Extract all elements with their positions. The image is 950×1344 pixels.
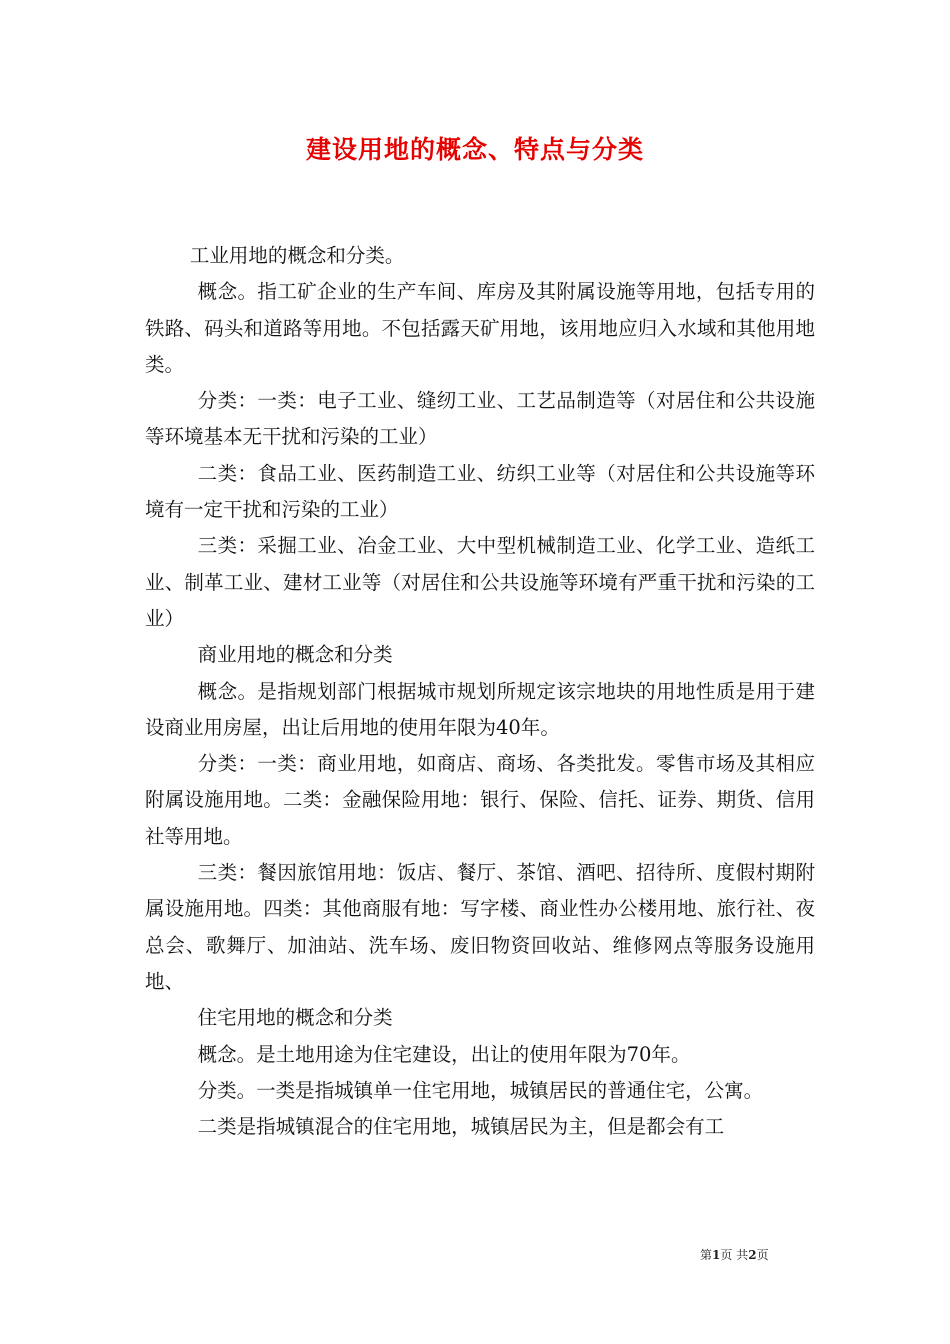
total-page-number: 2: [748, 1248, 757, 1262]
section-heading-commercial: 商业用地的概念和分类: [197, 643, 393, 667]
paragraph: 二类是指城镇混合的住宅用地，城镇居民为主，但是都会有工: [197, 1115, 725, 1139]
section-heading-residential: 住宅用地的概念和分类: [197, 1006, 393, 1030]
paragraph: 分类。一类是指城镇单一住宅用地，城镇居民的普通住宅，公寓。: [197, 1078, 764, 1102]
document-title: 建设用地的概念、特点与分类: [305, 135, 644, 164]
paragraph: 概念。是土地用途为住宅建设，出让的使用年限为70年。: [197, 1042, 691, 1066]
paragraph: 二类：食品工业、医药制造工业、纺织工业等（对居住和公共设施等环境有一定干扰和污染的工业）: [145, 461, 815, 522]
paragraph: 三类：采掘工业、冶金工业、大中型机械制造工业、化学工业、造纸工业、制革工业、建材工业等（对居住和公共设施等环境有严重干扰和污染的工业）: [145, 534, 815, 630]
paragraph: 分类：一类：商业用地，如商店、商场、各类批发。零售市场及其相应附属设施用地。二类：金融保险用地：银行、保险、信托、证券、期货、信用社等用地。: [145, 752, 815, 848]
footer-middle: 页 共: [720, 1248, 749, 1262]
footer-prefix: 第: [700, 1248, 713, 1262]
paragraph: 概念。是指规划部门根据城市规划所规定该宗地块的用地性质是用于建设商业用房屋，出让后用地的使用年限为40年。: [145, 679, 815, 739]
paragraph: 概念。指工矿企业的生产车间、库房及其附属设施等用地，包括专用的铁路、码头和道路等用地。不包括露天矿用地，该用地应归入水域和其他用地类。: [145, 280, 815, 376]
document-body: [145, 238, 815, 1145]
section-heading-industrial: 工业用地的概念和分类。: [189, 244, 405, 267]
paragraph: 三类：餐因旅馆用地：饭店、餐厅、茶馆、酒吧、招待所、度假村期附属设施用地。四类：其他商服有地：写字楼、商业性办公楼用地、旅行社、夜总会、歌舞厅、加油站、洗车场、废旧物资回收站、维修网点等服务设施用地、: [145, 861, 815, 993]
paragraph: 分类：一类：电子工业、缝纫工业、工艺品制造等（对居住和公共设施等环境基本无干扰和污染的工业）: [145, 389, 815, 449]
current-page-number: 1: [712, 1248, 721, 1262]
page-number-footer: [700, 1247, 820, 1263]
footer-suffix: 页: [756, 1248, 769, 1262]
